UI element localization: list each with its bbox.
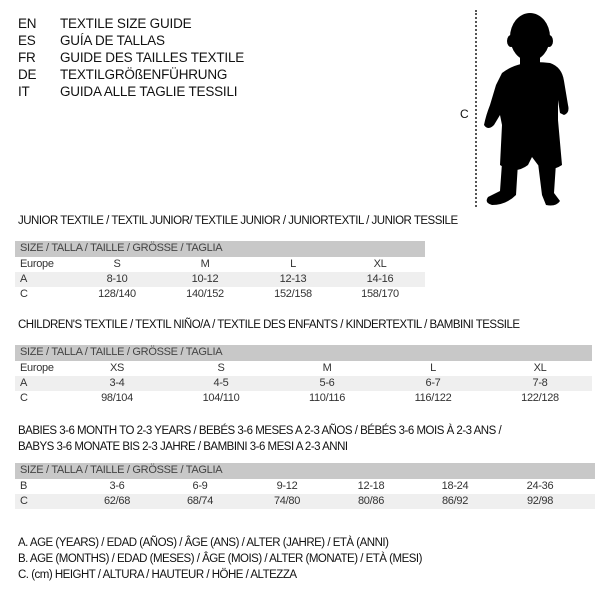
table-cell: 74/80 bbox=[273, 495, 301, 507]
row-label: A bbox=[20, 273, 28, 285]
table-cell: M bbox=[200, 258, 210, 270]
table-cell: XS bbox=[109, 362, 125, 374]
table-cell: 158/170 bbox=[361, 288, 399, 300]
language-code: DE bbox=[18, 67, 37, 82]
babies-title-line2: BABYS 3-6 MONATE BIS 2-3 JAHRE / BAMBINI 3-6 MESI A 2-3 ANNI bbox=[18, 441, 348, 453]
language-code: ES bbox=[18, 33, 36, 48]
babies-size-table bbox=[15, 463, 595, 509]
table-cell: 80/86 bbox=[357, 495, 385, 507]
table-row bbox=[15, 479, 595, 494]
junior-title: JUNIOR TEXTILE / TEXTIL JUNIOR/ TEXTILE JUNIOR / JUNIORTEXTIL / JUNIOR TESSILE bbox=[18, 215, 458, 227]
table-cell: 104/110 bbox=[202, 392, 240, 404]
header-label: SIZE / TALLA / TAILLE / GRÖSSE / TAGLIA bbox=[20, 346, 223, 358]
row-label: B bbox=[20, 480, 28, 492]
legend-c: C. (cm) HEIGHT / ALTURA / HAUTEUR / HÖHE / ALTEZZA bbox=[18, 569, 297, 581]
table-cell: 6-7 bbox=[425, 377, 441, 389]
table-cell: XL bbox=[533, 362, 547, 374]
table-cell: 122/128 bbox=[521, 392, 559, 404]
table-cell: 62/68 bbox=[103, 495, 131, 507]
table-cell: 116/122 bbox=[414, 392, 452, 404]
table-row bbox=[15, 361, 592, 376]
table-row bbox=[15, 391, 592, 406]
table-cell: 12-18 bbox=[357, 480, 385, 492]
table-cell: 12-13 bbox=[279, 273, 307, 285]
header-label: SIZE / TALLA / TAILLE / GRÖSSE / TAGLIA bbox=[20, 464, 223, 476]
language-code: FR bbox=[18, 50, 36, 65]
table-cell: 9-12 bbox=[276, 480, 298, 492]
table-cell: 98/104 bbox=[101, 392, 133, 404]
language-code: IT bbox=[18, 84, 30, 99]
table-cell: 110/116 bbox=[308, 392, 346, 404]
table-row bbox=[15, 287, 425, 302]
table-row bbox=[15, 272, 425, 287]
table-row bbox=[15, 494, 595, 509]
language-code: EN bbox=[18, 16, 37, 31]
table-row bbox=[15, 376, 592, 391]
table-cell: S bbox=[113, 258, 121, 270]
table-cell: 6-9 bbox=[192, 480, 208, 492]
row-label: Europe bbox=[20, 258, 54, 270]
table-header bbox=[15, 345, 592, 361]
language-title: TEXTILE SIZE GUIDE bbox=[60, 16, 192, 31]
language-title: TEXTILGRÖßENFÜHRUNG bbox=[60, 67, 228, 82]
row-label: C bbox=[20, 288, 28, 300]
language-title: GUIDA ALLE TAGLIE TESSILI bbox=[60, 84, 238, 99]
legend-b: B. AGE (MONTHS) / EDAD (MESES) / ÂGE (MOIS) / ALTER (MONATE) / ETÀ (MESI) bbox=[18, 553, 422, 565]
table-cell: M bbox=[322, 362, 332, 374]
table-cell: 152/158 bbox=[274, 288, 312, 300]
table-cell: 68/74 bbox=[186, 495, 214, 507]
table-cell: 14-16 bbox=[366, 273, 394, 285]
child-silhouette-icon bbox=[480, 5, 575, 210]
table-header bbox=[15, 463, 595, 479]
children-size-table bbox=[15, 345, 592, 406]
babies-title-line1: BABIES 3-6 MONTH TO 2-3 YEARS / BEBÉS 3-6 MESES A 2-3 AÑOS / BÉBÉS 3-6 MOIS À 2-3 ANS / bbox=[18, 425, 502, 437]
table-cell: XL bbox=[373, 258, 387, 270]
children-title: CHILDREN'S TEXTILE / TEXTIL NIÑO/A / TEXTILE DES ENFANTS / KINDERTEXTIL / BAMBINI TESSILE bbox=[18, 319, 520, 331]
table-cell: 8-10 bbox=[106, 273, 128, 285]
table-cell: 4-5 bbox=[213, 377, 229, 389]
table-cell: 3-4 bbox=[109, 377, 125, 389]
table-header bbox=[15, 241, 425, 257]
table-cell: 7-8 bbox=[532, 377, 548, 389]
table-cell: 3-6 bbox=[109, 480, 125, 492]
table-cell: 128/140 bbox=[98, 288, 136, 300]
table-cell: 18-24 bbox=[441, 480, 469, 492]
measure-label: C bbox=[460, 107, 469, 121]
row-label: Europe bbox=[20, 362, 54, 374]
table-cell: 5-6 bbox=[319, 377, 335, 389]
height-measure-line bbox=[475, 10, 477, 207]
table-cell: 92/98 bbox=[526, 495, 554, 507]
table-cell: S bbox=[217, 362, 225, 374]
table-cell: 140/152 bbox=[186, 288, 224, 300]
row-label: C bbox=[20, 392, 28, 404]
table-cell: 24-36 bbox=[526, 480, 554, 492]
table-cell: 10-12 bbox=[191, 273, 219, 285]
table-row bbox=[15, 257, 425, 272]
table-cell: L bbox=[290, 258, 296, 270]
row-label: A bbox=[20, 377, 28, 389]
header-label: SIZE / TALLA / TAILLE / GRÖSSE / TAGLIA bbox=[20, 242, 223, 254]
table-cell: L bbox=[430, 362, 436, 374]
language-title: GUIDE DES TAILLES TEXTILE bbox=[60, 50, 245, 65]
legend-a: A. AGE (YEARS) / EDAD (AÑOS) / ÂGE (ANS) / ALTER (JAHRE) / ETÀ (ANNI) bbox=[18, 537, 389, 549]
table-cell: 86/92 bbox=[441, 495, 469, 507]
junior-size-table bbox=[15, 241, 425, 302]
row-label: C bbox=[20, 495, 28, 507]
language-title: GUÍA DE TALLAS bbox=[60, 33, 165, 48]
